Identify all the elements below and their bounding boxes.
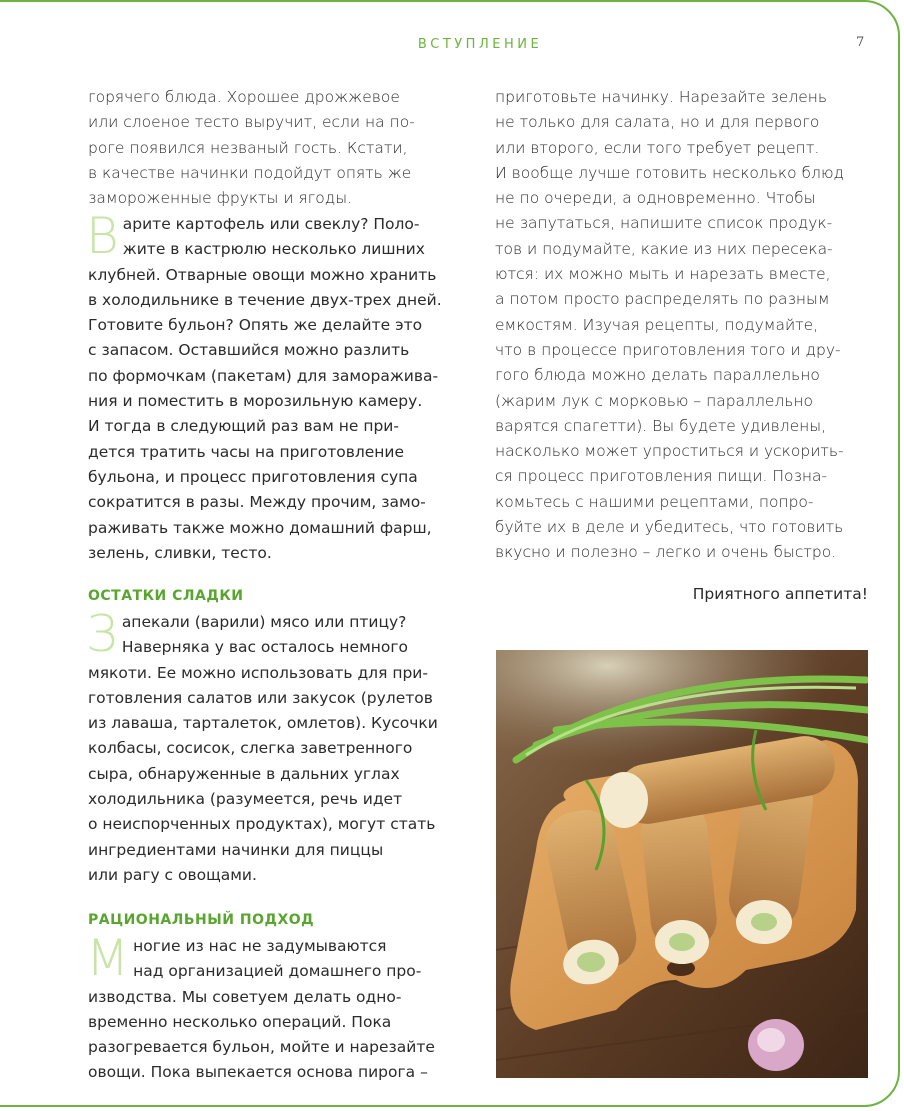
text-line: из лаваша, тарталеток, омлетов). Кусочки [88,714,438,733]
paragraph-potatoes [86,207,468,566]
text-line: арите картофель или свеклу? Поло- [122,215,420,233]
text-line: что в процессе приготовления того и дру- [495,340,841,359]
text-line: а потом просто распределять по разным [495,290,830,309]
text-line: апекали (варили) мясо или птицу? [121,613,407,631]
paragraph-leftovers [86,605,468,888]
text-line: ются: их можно мыть и нарезать вместе, [495,265,831,284]
text-line: буйте их в деле и убедитесь, что готовить [495,518,844,537]
text-line: дется тратить часы на приготовление [88,442,405,461]
text-line: И тогда в следующий раз вам не при- [88,417,399,436]
text-line: мякоти. Ее можно использовать для при- [88,663,428,682]
text-line: емкостям. Изучая рецепты, подумайте, [495,315,819,334]
signoff: Приятного аппетита! [692,585,868,603]
text-line: ингредиентами начинки для пиццы [88,840,384,859]
text-line: сократится в разы. Между прочим, замо- [88,493,426,512]
text-line: разогревается бульон, мойте и нарезайте [88,1038,435,1057]
drop-cap: В [86,207,119,265]
text-line: бульона, и процесс приготовления супа [88,467,418,486]
text-line: изводства. Мы советуем делать одно- [88,987,402,1006]
text-line: не запутаться, напишите список продук- [495,214,833,233]
text-line: раживать также можно домашний фарш, [88,518,432,537]
food-photo [496,650,868,1078]
text-line: готовления салатов или закусок (рулетов [88,688,433,707]
text-line: (жарим лук с морковью – параллельно [495,391,814,410]
text-line: ния и поместить в морозильную камеру. [88,392,423,411]
paragraph-rational [86,929,468,1086]
text-line: ногие из нас не задумываются [133,937,387,955]
text-line: ся процесс приготовления пищи. Позна- [495,467,828,486]
text-line: клубней. Отварные овощи можно хранить [88,265,437,284]
text-line: овощи. Пока выпекается основа пирога – [88,1063,428,1082]
text-line: не по очереди, а одновременно. Чтобы [495,189,816,208]
text-line: в холодильнике в течение двух-трех дней. [88,290,442,309]
section-heading-leftovers: ОСТАТКИ СЛАДКИ [88,588,244,604]
text-line: зелень, сливки, тесто. [88,543,272,562]
section-heading-rational: РАЦИОНАЛЬНЫЙ ПОДХОД [88,912,315,928]
text-line: холодильника (разумеется, речь идет [88,790,403,809]
text-line: в качестве начинки подойдут опять же [88,163,412,182]
text-line: горячего блюда. Хорошее дрожжевое [88,88,400,106]
text-line: над организацией домашнего про- [133,962,422,981]
text-line: с запасом. Оставшийся можно разлить [88,341,410,360]
text-line: по формочкам (пакетам) для заморажива- [88,366,439,385]
text-line: сыра, обнаруженные в дальних углах [88,764,400,783]
text-line: Наверняка у вас осталось немного [121,638,409,657]
drop-cap: З [86,605,118,663]
text-line: замороженные фрукты и ягоды. [88,189,353,208]
text-line: Готовите бульон? Опять же делайте это [88,316,423,335]
text-line: приготовьте начинку. Нарезайте зелень [495,88,828,106]
right-column [495,85,875,566]
text-line: временно несколько операций. Пока [88,1012,392,1031]
section-header: ВСТУПЛЕНИЕ [417,37,543,52]
text-line: тов и подумайте, какие из них пересека- [495,239,833,258]
text-line: варятся спагетти). Вы будете удивлены, [495,416,827,435]
text-line: вкусно и полезно – легко и очень быстро. [495,543,837,562]
text-line: или рагу с овощами. [88,865,257,884]
text-line: И вообще лучше готовить несколько блюд [495,163,845,182]
page-number: 7 [856,35,865,50]
text-line: не только для салата, но и для первого [495,113,820,132]
left-column-intro [88,85,468,211]
text-line: или второго, если того требует рецепт. [495,138,820,157]
text-line: о неиспорченных продуктах), могут стать [88,815,436,834]
text-line: насколько может упроститься и ускорить- [495,442,844,461]
text-line: жите в кастрюлю несколько лишних [122,240,425,259]
text-line: гого блюда можно делать параллельно [495,366,820,385]
rolled-pancakes-illustration [496,650,868,1078]
text-line: колбасы, сосисок, слегка заветренного [88,739,413,758]
text-line: или слоеное тесто выручит, если на по- [88,113,415,132]
text-line: комьтесь с нашими рецептами, попро- [495,492,814,511]
drop-cap: М [86,929,130,987]
text-line: роге появился незваный гость. Кстати, [88,138,408,157]
